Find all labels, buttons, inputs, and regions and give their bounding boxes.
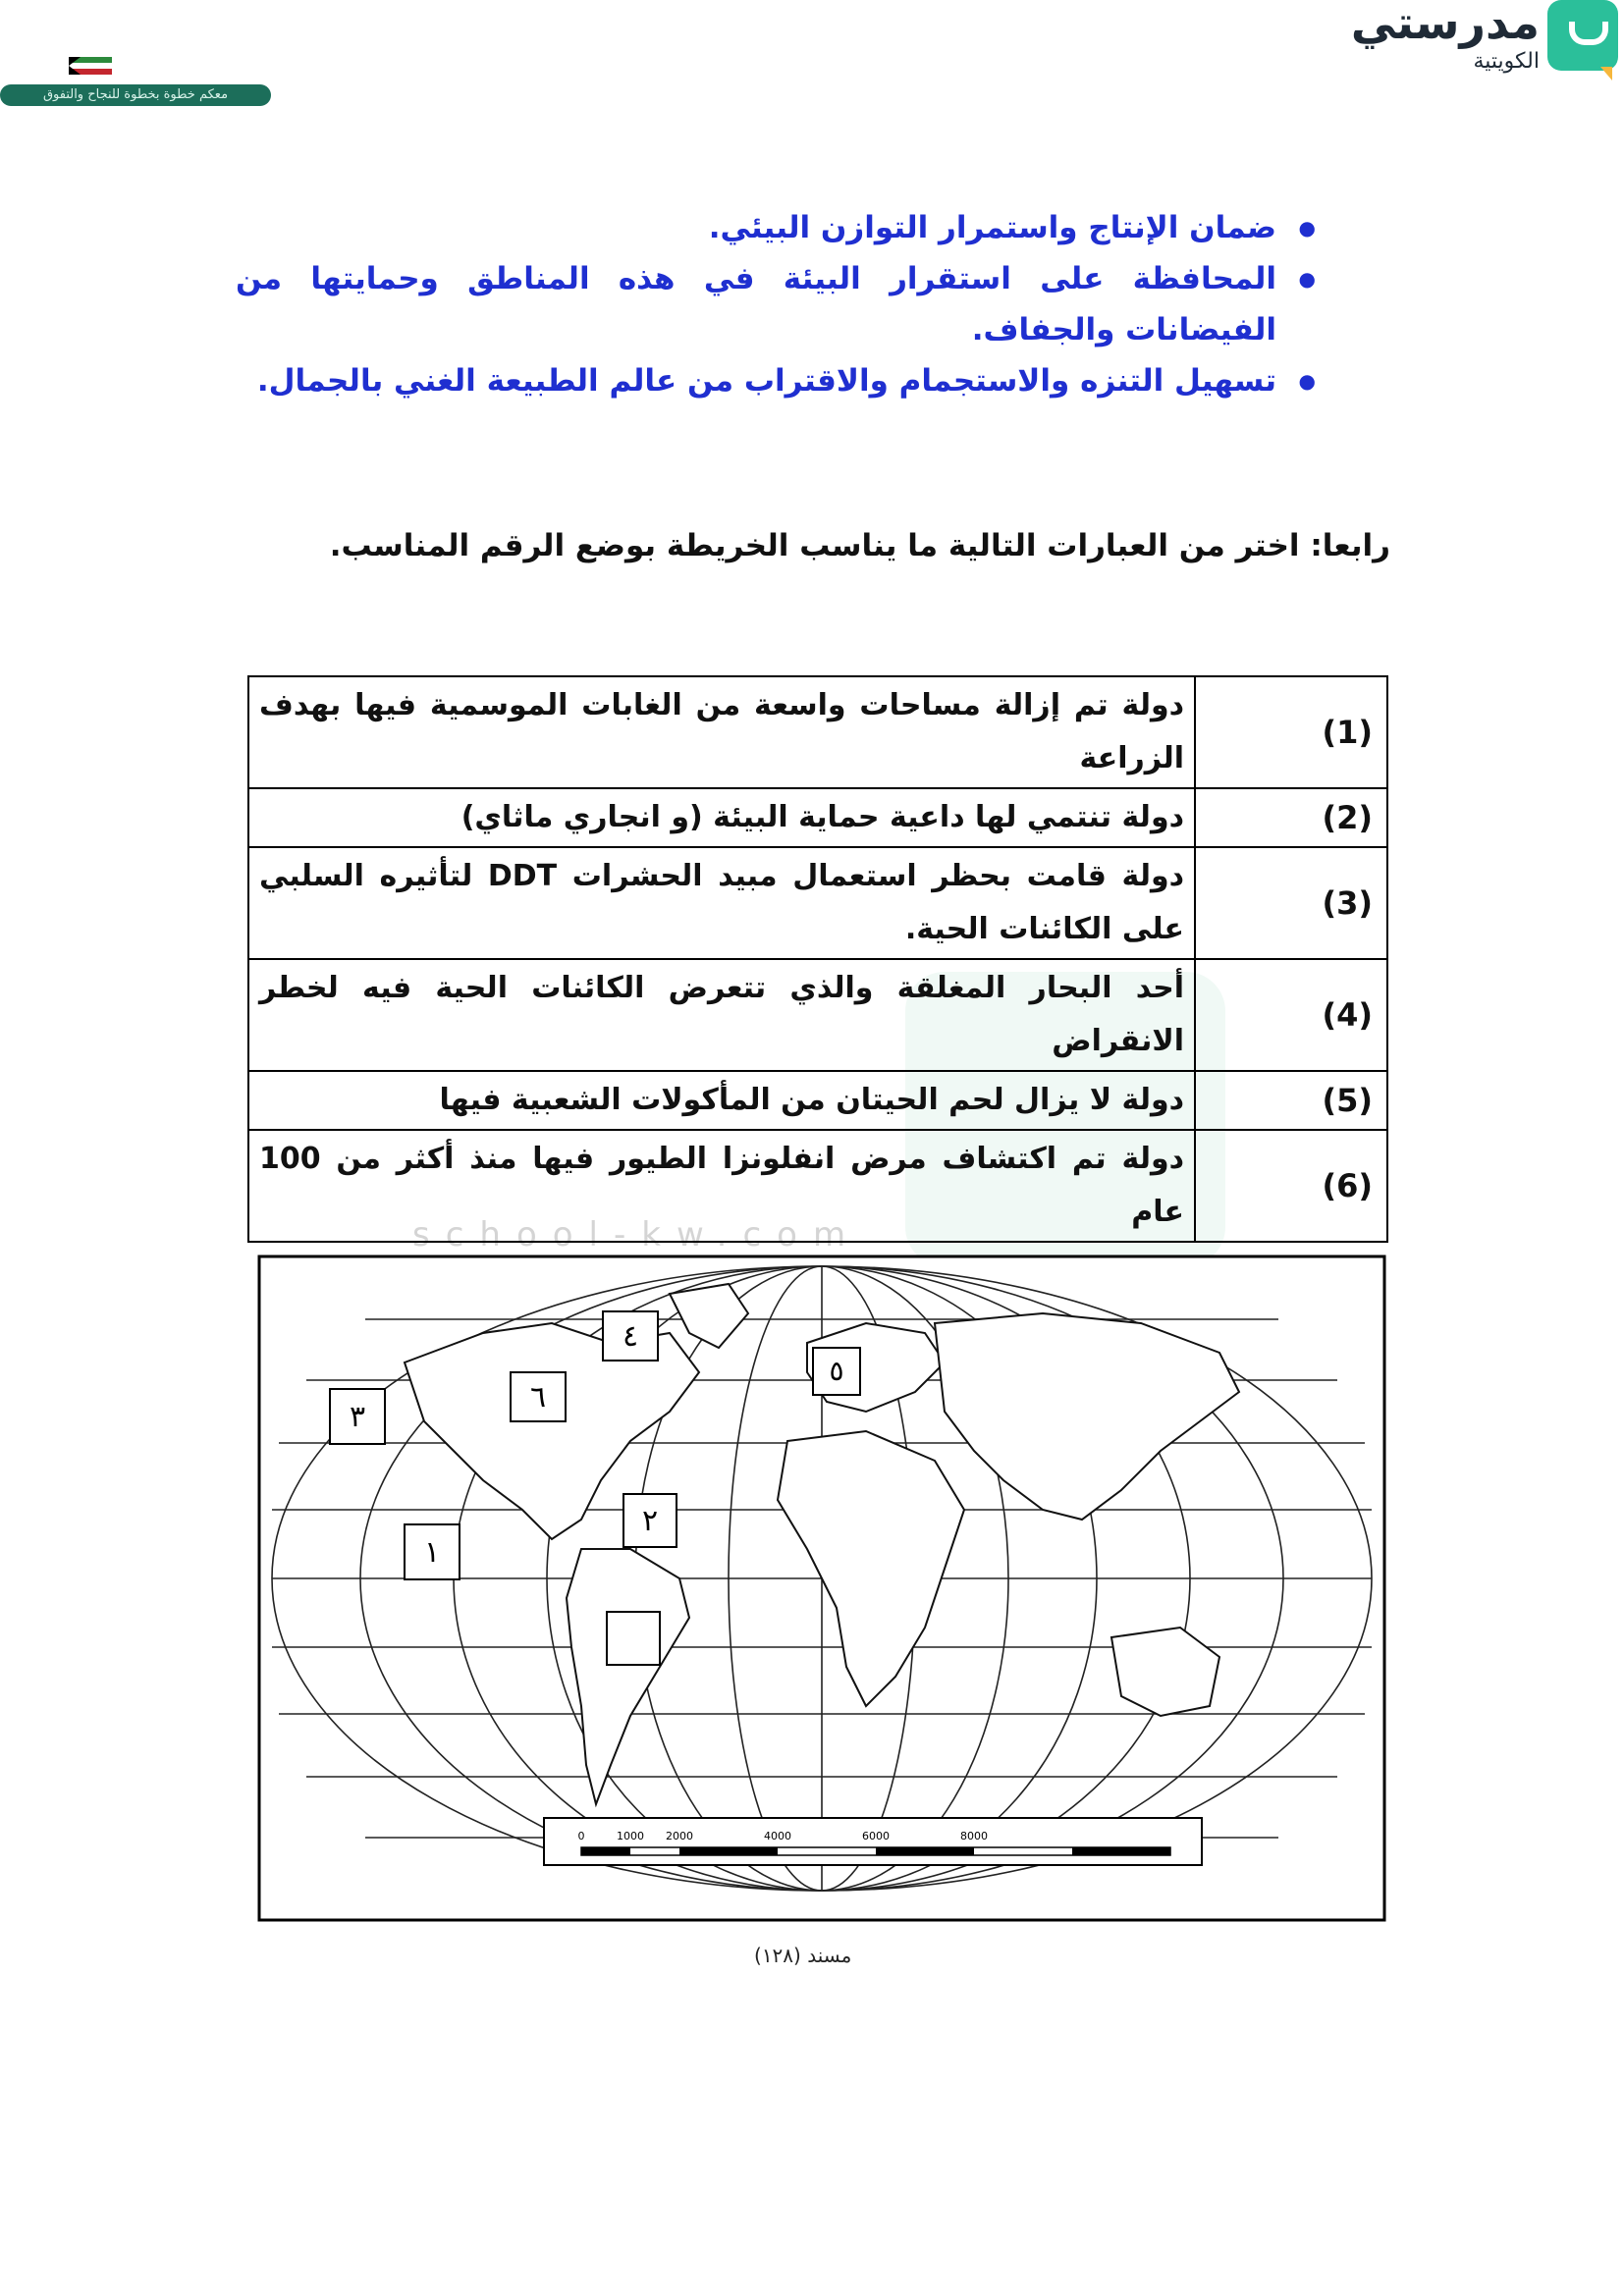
row-text: أحد البحار المغلقة والذي تتعرض الكائنات الحية فيه لخطر الانقراض	[248, 959, 1195, 1071]
table-row	[248, 959, 1387, 1071]
row-number: (2)	[1195, 788, 1387, 847]
row-number: (1)	[1195, 676, 1387, 788]
row-number: (5)	[1195, 1071, 1387, 1130]
map-label-6: ٦	[529, 1380, 547, 1415]
map-label-1: ١	[423, 1535, 441, 1570]
row-number: (3)	[1195, 847, 1387, 959]
world-map	[257, 1255, 1386, 1922]
logo-tagline: معكم خطوة بخطوة للنجاح والتفوق	[0, 84, 271, 106]
table-row	[248, 1071, 1387, 1130]
scale-tick: 8000	[960, 1830, 988, 1842]
row-text: دولة لا يزال لحم الحيتان من المأكولات الشعبية فيها	[248, 1071, 1195, 1130]
row-number: (6)	[1195, 1130, 1387, 1242]
logo-mark-icon	[1547, 0, 1618, 71]
question-heading: رابعا: اختر من العبارات التالية ما يناسب الخريطة بوضع الرقم المناسب.	[329, 528, 1390, 563]
table-row	[248, 847, 1387, 959]
logo-name: مدرستي	[1350, 0, 1540, 49]
statements-table	[247, 675, 1388, 1243]
map-label-4: ٤	[622, 1319, 639, 1354]
bullet-list	[236, 202, 1316, 406]
map-label-2: ٢	[641, 1504, 659, 1538]
scale-bar	[544, 1818, 1202, 1865]
site-logo	[0, 0, 1540, 110]
map-label-5: ٥	[829, 1355, 844, 1387]
scale-tick: 4000	[764, 1830, 791, 1842]
map-caption: مسند (١٢٨)	[754, 1944, 852, 1967]
table-row	[248, 676, 1387, 788]
watermark-text: school-kw.com	[412, 1215, 862, 1255]
row-number: (4)	[1195, 959, 1387, 1071]
row-text: دولة قامت بحظر استعمال مبيد الحشرات DDT لتأثيره السلبي على الكائنات الحية.	[248, 847, 1195, 959]
bullet-item: ● المحافظة على استقرار البيئة في هذه المناطق وحمايتها من الفيضانات والجفاف.	[236, 253, 1316, 355]
table-row	[248, 1130, 1387, 1242]
bullet-item: ● تسهيل التنزه والاستجمام والاقتراب من عالم الطبيعة الغني بالجمال.	[236, 355, 1316, 406]
map-label-3: ٣	[349, 1400, 366, 1434]
scale-tick: 0	[577, 1830, 585, 1842]
scale-tick: 1000	[617, 1830, 644, 1842]
kuwait-flag-icon	[69, 57, 112, 75]
scale-tick: 2000	[666, 1830, 693, 1842]
bullet-item: ● ضمان الإنتاج واستمرار التوازن البيئي.	[236, 202, 1316, 253]
logo-subtitle: الكويتية	[1473, 49, 1540, 74]
row-text: دولة تم اكتشاف مرض انفلونزا الطيور فيها منذ أكثر من 100 عام	[248, 1130, 1195, 1242]
table-row	[248, 788, 1387, 847]
row-text: دولة تم إزالة مساحات واسعة من الغابات الموسمية فيها بهدف الزراعة	[248, 676, 1195, 788]
scale-tick: 6000	[862, 1830, 890, 1842]
row-text: دولة تنتمي لها داعية حماية البيئة (و انجاري ماثاي)	[248, 788, 1195, 847]
